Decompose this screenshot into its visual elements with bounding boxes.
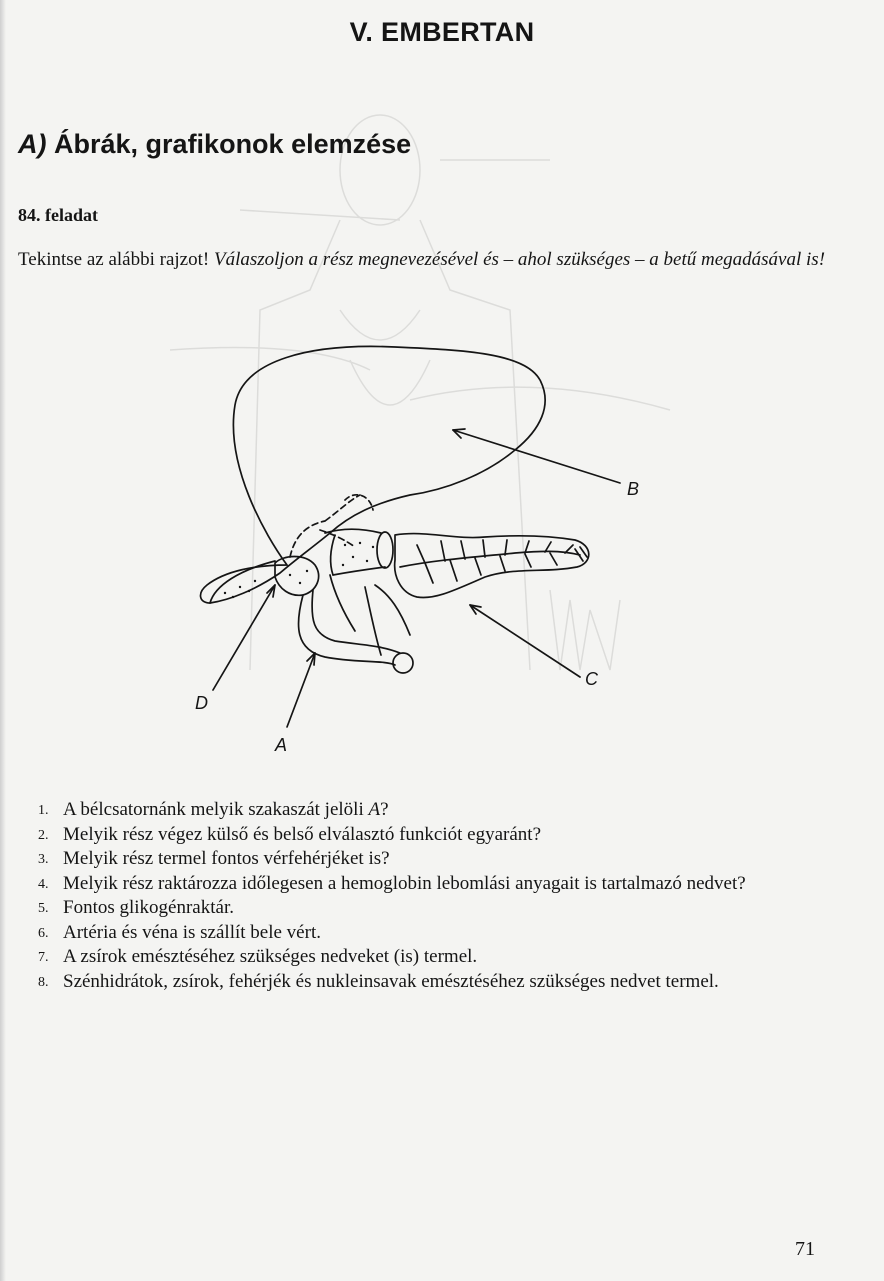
question-text: Melyik rész raktározza időlegesen a hemoglobin lebomlási anyagait is tartalmazó nedvet? — [63, 872, 746, 894]
question-item — [32, 847, 822, 872]
question-letter: A — [368, 799, 381, 820]
section-letter: A) — [18, 129, 47, 159]
question-item — [32, 798, 822, 823]
question-number: 1. — [38, 803, 49, 818]
label-B: B — [627, 479, 640, 499]
question-number: 6. — [38, 925, 49, 941]
question-text: Szénhidrátok, zsírok, fehérjék és nukleinsavak emésztéséhez szükséges nedvet termel. — [63, 970, 719, 992]
label-A: A — [275, 735, 288, 755]
gall-bladder-outline — [275, 557, 319, 596]
liver-outline — [201, 346, 546, 603]
question-list — [32, 798, 822, 994]
arrow-A — [287, 653, 315, 727]
question-number: 4. — [38, 876, 49, 892]
section-heading: Ábrák, grafikonok elemzése — [54, 129, 412, 159]
chapter-title: V. EMBERTAN — [349, 17, 535, 47]
question-item — [32, 921, 822, 946]
task-title: 84. feladat — [18, 205, 98, 225]
label-D: D — [195, 693, 208, 713]
question-number: 5. — [38, 901, 49, 916]
page-number: 71 — [795, 1238, 815, 1260]
section-title — [18, 129, 411, 160]
question-text: Artéria és véna is szállít bele vért. — [63, 921, 321, 943]
question-number: 7. — [38, 950, 49, 965]
arrow-B — [453, 430, 620, 483]
question-number: 8. — [38, 974, 49, 990]
arrow-C — [470, 605, 580, 677]
question-item — [32, 896, 822, 921]
question-suffix: ? — [380, 799, 389, 820]
label-C: C — [585, 669, 598, 689]
question-item — [32, 945, 822, 970]
question-text: A zsírok emésztéséhez szükséges nedveket (is) termel. — [63, 946, 478, 967]
task-instruction — [18, 245, 828, 274]
question-number: 2. — [38, 827, 49, 843]
digestive-organs-diagram — [195, 335, 640, 765]
pancreas-outline — [395, 534, 589, 598]
question-text: Fontos glikogénraktár. — [63, 897, 234, 918]
book-spine-shadow — [0, 0, 6, 1281]
question-text: A bélcsatornánk melyik szakaszát jelöli — [63, 799, 369, 820]
question-text: Melyik rész végez külső és belső elválasztó funkciót egyaránt? — [63, 823, 541, 845]
question-number: 3. — [38, 852, 49, 867]
instruction-plain: Tekintse az alábbi rajzot! — [18, 249, 210, 270]
question-text: Melyik rész termel fontos vérfehérjéket is? — [63, 848, 390, 869]
question-item — [32, 823, 822, 848]
question-item — [32, 872, 822, 897]
question-item — [32, 970, 822, 995]
instruction-italic: Válaszoljon a rész megnevezésével és – ahol szükséges – a betű megadásával is! — [213, 249, 826, 270]
